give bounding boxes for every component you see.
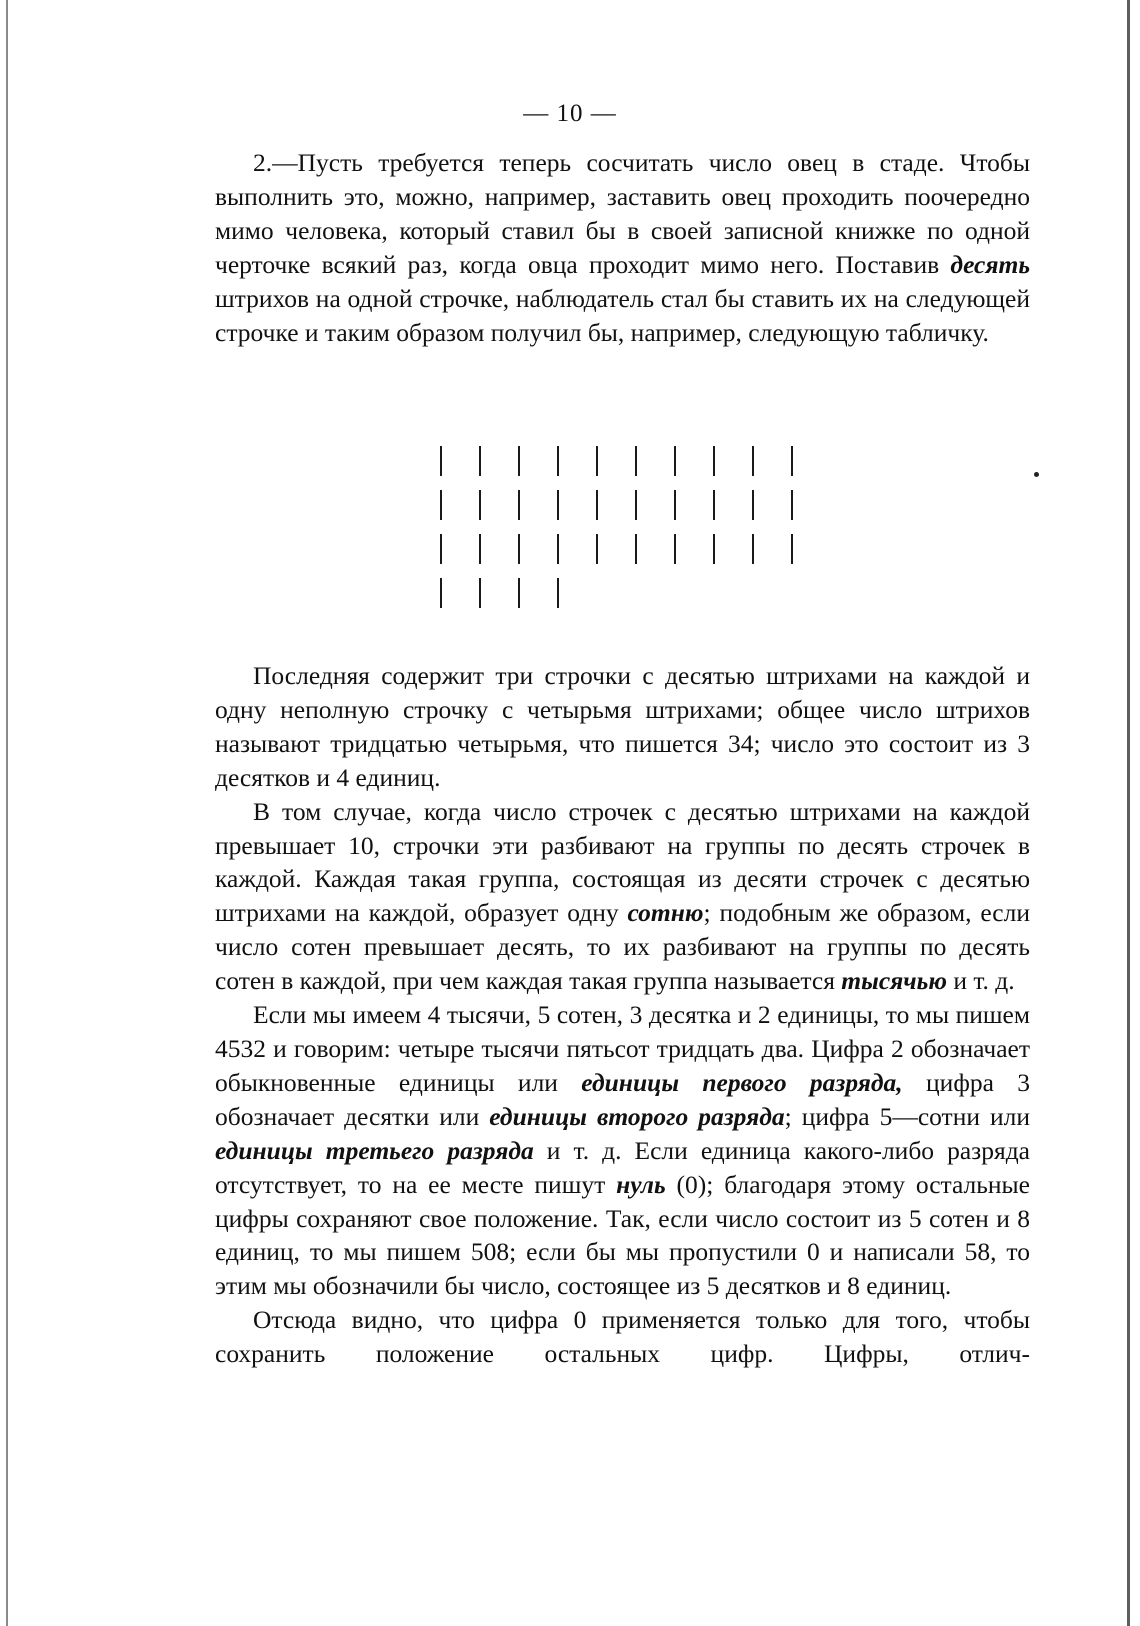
tally-mark: [713, 446, 715, 476]
main-text-block: [215, 659, 1030, 1371]
tally-mark: [791, 534, 793, 564]
tally-mark: [518, 578, 520, 608]
tally-table: [440, 446, 810, 622]
tally-mark: [713, 534, 715, 564]
paragraph-3: В том случае, когда число строчек с десятью штрихами на каждой превышает 10, строчки эти разбивают на группы по десять строчек в каждой. Каждая такая группа, состоящая из десяти строчек с десятью штрихами на каждой, образует одну сотню; подобным же образом, если число сотен превышает десять, то их разбивают на группы по десять сотен в каждой, при чем каждая такая группа называется тысячью и т. д.: [215, 796, 1030, 996]
tally-mark: [752, 490, 754, 520]
page-edge-left: [6, 0, 8, 1626]
tally-row: [440, 490, 810, 534]
paragraph-1-block: [215, 146, 1030, 349]
tally-mark: [518, 490, 520, 520]
tally-row: [440, 534, 810, 578]
tally-mark: [479, 490, 481, 520]
tally-mark: [791, 490, 793, 520]
tally-mark: [440, 490, 442, 520]
tally-mark: [518, 534, 520, 564]
emphasis-first-rank: единицы первого разряда,: [581, 1067, 903, 1097]
scan-speck: [1034, 472, 1039, 477]
paragraph-2: Последняя содержит три строчки с десятью штрихами на каждой и одну неполную строчку с четырьмя штрихами; общее число штрихов называют тридцатью четырьмя, что пишется 34; число это состоит из 3 десятков и 4 единиц.: [215, 661, 1030, 792]
emphasis-third-rank: единицы третьего разряда: [215, 1135, 534, 1165]
paragraph-1: 2.—Пусть требуется теперь сосчитать число овец в стаде. Чтобы выполнить это, можно, например, заставить овец проходить поочередно мимо человека, который ставил бы в своей записной книжке по одной черточке всякий раз, когда овца проходит мимо него. Поставив десять штрихов на одной строчке, наблюдатель стал бы ставить их на следующей строчке и таким образом получил бы, например, следующую табличку.: [215, 148, 1030, 347]
paragraph-5: Отсюда видно, что цифра 0 применяется только для того, чтобы сохранить положение остальных цифр. Цифры, отлич-: [215, 1305, 1030, 1369]
tally-row: [440, 446, 810, 490]
tally-mark: [479, 534, 481, 564]
tally-mark: [635, 534, 637, 564]
tally-mark: [713, 490, 715, 520]
tally-mark: [518, 446, 520, 476]
paragraph-4: Если мы имеем 4 тысячи, 5 сотен, 3 десятка и 2 единицы, то мы пишем 4532 и говорим: четыре тысячи пятьсот тридцать два. Цифра 2 обозначает обыкновенные единицы или единицы первого разряда, цифра 3 обозначает десятки или единицы второго разряда; цифра 5—сотни или единицы третьего разряда и т. д. Если единица какого-либо разряда отсутствует, то на ее месте пишут нуль (0); благодаря этому остальные цифры сохраняют свое положение. Так, если число состоит из 5 сотен и 8 единиц, то мы пишем 508; если бы мы пропустили 0 и написали 58, то этим мы обозначили бы число, состоящее из 5 десятков и 8 единиц.: [215, 1000, 1030, 1301]
tally-mark: [557, 490, 559, 520]
tally-mark: [479, 578, 481, 608]
tally-mark: [674, 446, 676, 476]
tally-mark: [752, 534, 754, 564]
emphasis-tysyachyu: тысячью: [841, 966, 947, 996]
tally-mark: [674, 490, 676, 520]
tally-mark: [440, 578, 442, 608]
tally-mark: [674, 534, 676, 564]
page-number: — 10 —: [523, 100, 617, 127]
tally-mark: [635, 490, 637, 520]
tally-mark: [479, 446, 481, 476]
tally-mark: [440, 446, 442, 476]
tally-mark: [635, 446, 637, 476]
tally-mark: [596, 534, 598, 564]
tally-mark: [791, 446, 793, 476]
emphasis-desyat: десять: [950, 249, 1030, 279]
tally-mark: [596, 446, 598, 476]
emphasis-nul: нуль: [616, 1169, 666, 1199]
page-edge-right: [1127, 0, 1130, 1626]
tally-mark: [596, 490, 598, 520]
tally-mark: [557, 578, 559, 608]
tally-mark: [752, 446, 754, 476]
tally-mark: [557, 446, 559, 476]
tally-mark: [557, 534, 559, 564]
tally-mark: [440, 534, 442, 564]
emphasis-sotnyu: сотню: [627, 898, 704, 928]
emphasis-second-rank: единицы второго разряда: [489, 1101, 785, 1131]
tally-row: [440, 578, 810, 622]
